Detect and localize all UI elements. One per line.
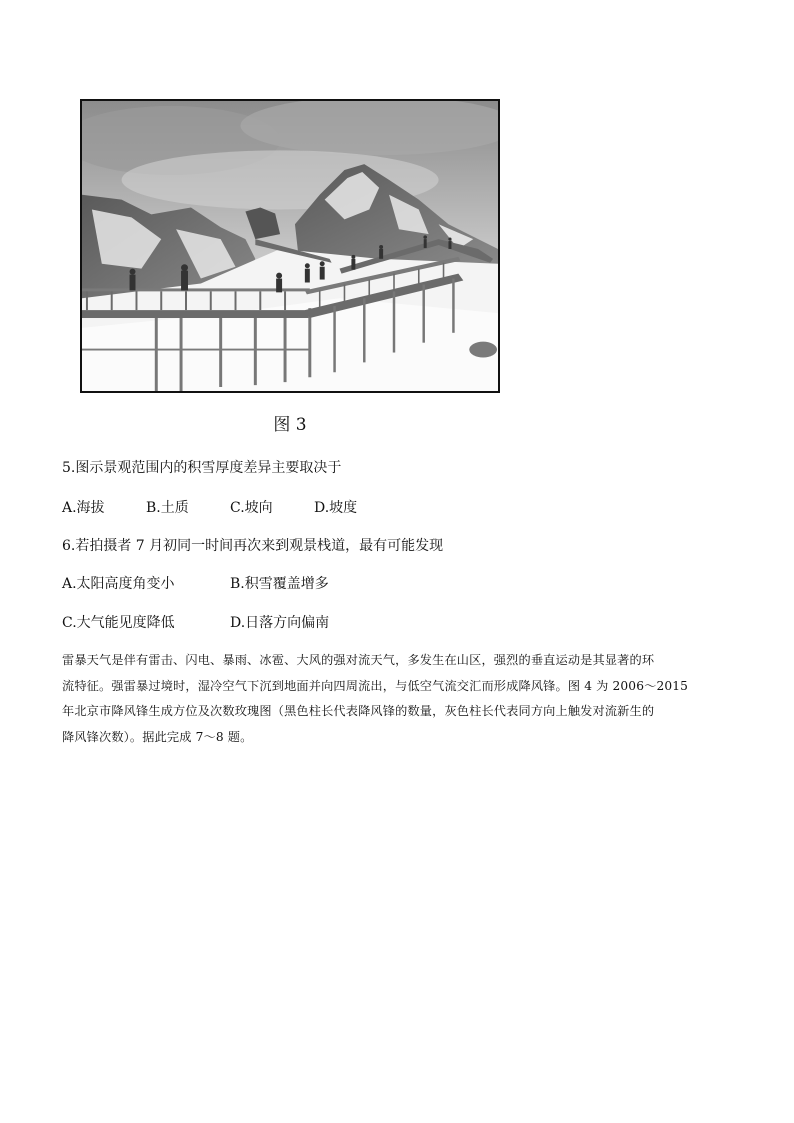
option-b: B.积雪覆盖增多 (230, 576, 329, 592)
passage (62, 648, 734, 750)
snow-mountain-photo (80, 99, 500, 393)
question-6-stem: 6.若拍摄者 7 月初同一时间再次来到观景栈道，最有可能发现 (62, 538, 444, 554)
option-b: B.土质 (146, 500, 189, 516)
question-5-options (62, 497, 357, 517)
passage-line: 雷暴天气是伴有雷击、闪电、暴雨、冰雹、大风的强对流天气，多发生在山区，强烈的垂直运动是其显著的环 (62, 653, 655, 667)
question-6-options-row-1 (62, 573, 329, 593)
passage-line: 流特征。强雷暴过境时，湿冷空气下沉到地面并向四周流出，与低空气流交汇而形成降风锋。图 4 为 2006～2015 (62, 678, 689, 693)
option-c: C.大气能见度降低 (62, 615, 175, 631)
photo-illustration (82, 101, 498, 391)
figure-caption: 图 3 (273, 415, 307, 435)
question-5-stem: 5.图示景观范围内的积雪厚度差异主要取决于 (62, 460, 342, 476)
passage-line: 降风锋次数）。据此完成 7～8 题。 (62, 729, 253, 744)
passage-line: 年北京市降风锋生成方位及次数玫瑰图（黑色柱长代表降风锋的数量，灰色柱长代表同方向上触发对流新生的 (62, 704, 655, 719)
option-d: D.日落方向偏南 (230, 615, 330, 631)
option-d: D.坡度 (314, 500, 358, 516)
option-c: C.坡向 (230, 500, 273, 516)
question-6-options-row-2 (62, 612, 329, 632)
option-a: A.太阳高度角变小 (62, 576, 175, 592)
option-a: A.海拔 (62, 500, 105, 516)
